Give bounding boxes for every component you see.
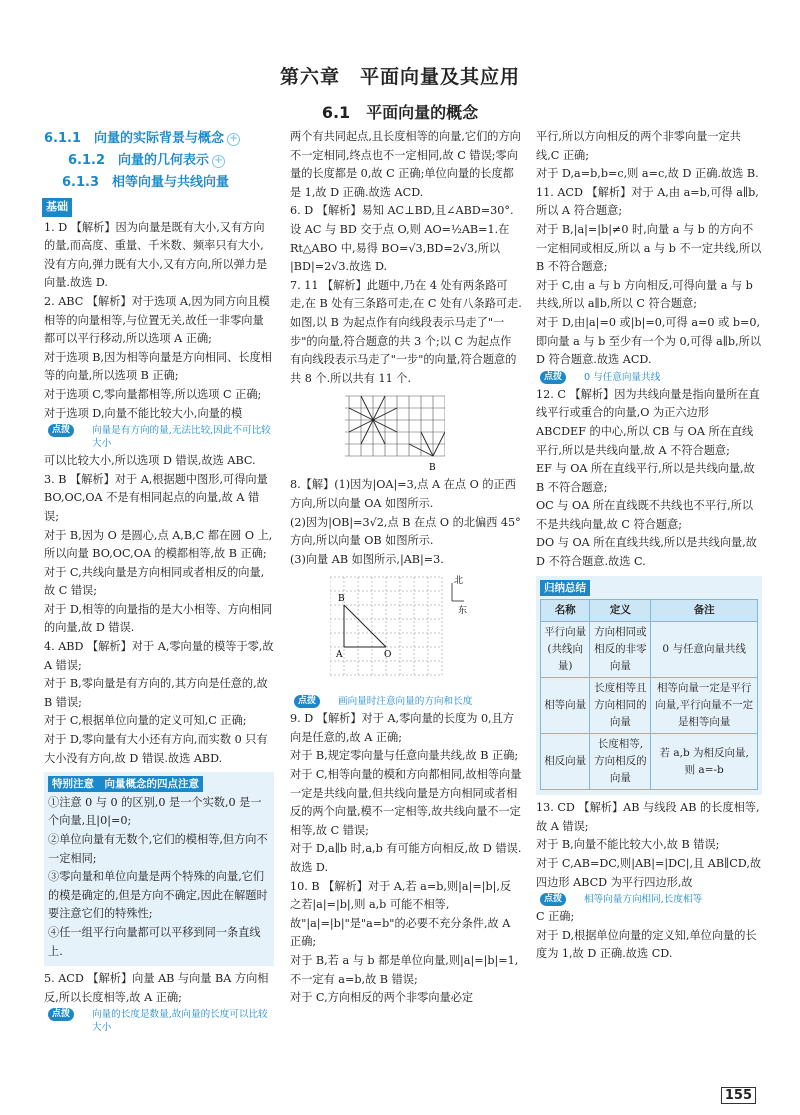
answer-4-d: 对于 D,零向量有大小还有方向,而实数 0 只有大小没有方向,故 D 错误.故选 ABD. [44, 733, 268, 765]
table-row [541, 678, 758, 734]
subsection-label: 6.1.3 相等向量与共线向量 [62, 175, 230, 190]
column-2 [290, 128, 522, 1008]
answer-3-c: 对于 C,共线向量是方向相同或者相反的向量,故 C 错误; [44, 565, 265, 598]
answer-12-d: DO 与 OA 所在直线共线,所以是共线向量,故 D 不符合题意.故选 C. [536, 536, 757, 569]
answer-13-d: C 正确; [536, 910, 575, 924]
special-item: ③零向量和单位向量是两个特殊的向量,它们的模是确定的,但是方向不确定,因此在解题时要注意它们的特殊性; [48, 870, 268, 921]
grid-figure-2 [330, 573, 470, 691]
east-label: 东 [458, 606, 468, 617]
answer-10-c: 对于 C,方向相反的两个非零向量必定 [290, 991, 474, 1005]
answer-10: 10. B 【解析】对于 A,若 a=b,则|a|=|b|,反之若|a|=|b|,则 a,b 可能不相等,故"|a|=|b|"是"a=b"的必要不充分条件,故 A 正确; [290, 879, 512, 949]
subsection-label: 6.1.2 向量的几何表示 [68, 153, 210, 168]
table-header-row [541, 600, 758, 622]
answer-2: 2. ABC 【解析】对于选项 A,因为同方向且模相等的向量相等,与位置无关,故任一非零向量都可以平行移动,所以选项 A 正确; [44, 294, 270, 346]
point-a-label: A [336, 650, 343, 661]
subsection-6-1-3 [44, 172, 274, 194]
basics-tag: 基础 [42, 198, 72, 217]
answer-9-b: 对于 B,规定零向量与任意向量共线,故 B 正确; [290, 749, 519, 763]
answer-3-d: 对于 D,相等的向量指的是大小相等、方向相同的向量,故 D 错误. [44, 602, 273, 635]
answer-2-d: 对于选项 D,向量不能比较大小,向量的模 [44, 406, 243, 420]
tip-text: 画向量时注意向量的方向和长度 [338, 696, 473, 708]
table-cell: 相反向量 [541, 734, 590, 790]
point-label: B [429, 463, 436, 474]
column-3 [536, 128, 762, 964]
table-cell: 相等向量 [541, 678, 590, 734]
page-number: 155 [721, 1087, 756, 1104]
table-cell: 0 与任意向量共线 [651, 622, 758, 678]
answer-5-cont: 两个有共同起点,且长度相等的向量,它们的方向不一定相同,终点也不一定相同,故 C 错误;零向量的长度都是 0,故 C 正确;单位向量的长度都是 1,故 D 正确.故选 ACD. [290, 130, 521, 199]
special-item: ①注意 0 与 0 的区别,0 是一个实数,0 是一个向量,且|0|=0; [48, 795, 262, 828]
special-item: ④任一组平行向量都可以平移到同一条直线上. [48, 925, 261, 958]
badge: 点拨 [48, 1008, 74, 1021]
answer-2-b: 对于选项 B,因为相等向量是方向相同、长度相等的向量,所以选项 B 正确; [44, 350, 272, 383]
answer-11: 11. ACD 【解析】对于 A,由 a=b,可得 a∥b,所以 A 符合题意; [536, 185, 759, 218]
answer-13-b: 对于 B,向量不能比较大小,故 B 错误; [536, 838, 720, 852]
answer-13: 13. CD 【解析】AB 与线段 AB 的长度相等,故 A 错误; [536, 801, 760, 833]
answer-1: 1. D 【解析】因为向量是既有大小,又有方向的量,而高度、重量、千米数、频率只有大小,没有方向,弹力既有大小,又有方向,所以弹力是向量.故选 D. [44, 220, 268, 290]
answer-4: 4. ABD 【解析】对于 A,零向量的模等于零,故 A 错误; [44, 640, 274, 672]
table-cell: 若 a,b 为相反向量,则 a=-b [651, 734, 758, 790]
answer-8-c: (3)向量 AB 如图所示,|AB|=3. [290, 552, 444, 566]
table-row [541, 622, 758, 678]
answer-12-c: OC 与 OA 所在直线既不共线也不平行,所以不是共线向量,故 C 符合题意; [536, 499, 754, 531]
tip-note-8 [290, 695, 522, 708]
subsection-6-1-2 [44, 150, 274, 172]
table-cell: 相等向量一定是平行向量,平行向量不一定是相等向量 [651, 678, 758, 734]
table-cell: 长度相等且方向相同的向量 [590, 678, 651, 734]
tip-note-13 [536, 893, 762, 906]
direction-figure [330, 573, 470, 691]
north-label: 北 [454, 576, 464, 587]
answer-12: 12. C 【解析】因为共线向量是指向量所在直线平行或重合的向量,O 为正六边形 ABCDEF 的中心,所以 CB 与 OA 所在直线平行,所以是共线向量,故 A 不符合题意; [536, 387, 760, 457]
table-cell: 方向相同或相反的非零向量 [590, 622, 651, 678]
table-cell: 平行向量(共线向量) [541, 622, 590, 678]
tip-text: 向量是有方向的量,无法比较,因此不可比较大小 [92, 425, 271, 450]
answer-5: 5. ACD 【解析】向量 AB 与向量 BA 方向相反,所以长度相等,故 A 正确; [44, 972, 269, 1004]
special-item: ②单位向量有无数个,它们的模相等,但方向不一定相同; [48, 833, 268, 865]
tip-text: 0 与任意向量共线 [584, 371, 661, 383]
tip-note-1 [44, 424, 274, 450]
plus-icon: + [212, 155, 225, 168]
badge: 点拨 [48, 424, 74, 437]
badge: 点拨 [294, 695, 320, 708]
plus-icon: + [227, 133, 240, 146]
subsection-label: 6.1.1 向量的实际背景与概念 [44, 131, 225, 146]
answer-13-c: 对于 C,AB=DC,则|AB|=|DC|,且 AB∥CD,故四边形 ABCD 为平行四边形,故 [536, 857, 762, 889]
table-header: 备注 [651, 600, 758, 622]
answer-12-b: EF 与 OA 所在直线平行,所以是共线向量,故 B 不符合题意; [536, 462, 755, 494]
answer-9-c: 对于 C,相等向量的模和方向都相同,故相等向量一定是共线向量,但共线向量是方向相同或者相反的两个向量,模不一定相等,故共线向量不一定相等,故 C 错误; [290, 768, 522, 837]
answer-8-b: (2)因为|OB|=3√2,点 B 在点 O 的北偏西 45°方向,所以向量 OB 如图所示. [290, 515, 521, 548]
tip-note-11 [536, 371, 762, 384]
point-o-label: O [384, 650, 392, 661]
point-b-label: B [338, 594, 345, 605]
summary-title: 归纳总结 [540, 580, 590, 596]
tip-text: 相等向量方向相同,长度相等 [584, 894, 703, 906]
column-1 [44, 128, 274, 1036]
answer-10-d: 平行,所以方向相反的两个非零向量一定共线,C 正确; [536, 130, 741, 162]
answer-11-c: 对于 C,由 a 与 b 方向相反,可得向量 a 与 b 共线,所以 a∥b,所以 C 符合题意; [536, 278, 753, 311]
tip-text: 向量的长度是数量,故向量的长度可以比较大小 [92, 1009, 268, 1034]
answer-9-d: 对于 D,a∥b 时,a,b 有可能方向相反,故 D 错误.故选 D. [290, 842, 522, 875]
grid-figure-1 [345, 392, 445, 474]
special-note-box [44, 772, 274, 966]
answer-10-b: 对于 B,若 a 与 b 都是单位向量,则|a|=|b|=1,不一定有 a=b,故 B 错误; [290, 954, 519, 986]
answer-11-d: 对于 D,由|a|=0 或|b|=0,可得 a=0 或 b=0,即向量 a 与 b 至少有一个为 0,可得 a∥b,所以 D 符合题意.故选 ACD. [536, 315, 762, 367]
answer-2-e: 可以比较大小,所以选项 D 错误,故选 ABC. [44, 454, 256, 468]
table-cell: 长度相等,方向相反的向量 [590, 734, 651, 790]
answer-10-e: 对于 D,a=b,b=c,则 a=c,故 D 正确.故选 B. [536, 167, 759, 181]
answer-2-c: 对于选项 C,零向量都相等,所以选项 C 正确; [44, 387, 262, 401]
table-header: 名称 [541, 600, 590, 622]
answer-3: 3. B 【解析】对于 A,根据题中图形,可得向量 BO,OC,OA 不是有相同起点的向量,故 A 错误; [44, 472, 268, 523]
section-title: 6.1 平面向量的概念 [321, 103, 479, 122]
special-note-title: 特别注意 向量概念的四点注意 [48, 776, 203, 792]
answer-13-e: 对于 D,根据单位向量的定义知,单位向量的长度为 1,故 D 正确.故选 CD. [536, 928, 757, 961]
answer-3-b: 对于 B,因为 O 是圆心,点 A,B,C 都在圆 O 上,所以向量 BO,OC,OA 的模都相等,故 B 正确; [44, 528, 273, 561]
table-row [541, 734, 758, 790]
answer-7: 7. 11 【解析】此题中,乃在 4 处有两条路可走,在 B 处有三条路可走,在 C 处有八条路可走.如图,以 B 为起点作有向线段表示马走了"一步"的向量,符合题意的共 3 个;以 C 为起点作有向线段表示马走了"一步"的向量,符合题意的共 8 个.所以共有 11 个. [290, 278, 522, 385]
summary-table [540, 599, 758, 790]
answer-8: 8.【解】(1)因为|OA|=3,点 A 在点 O 的正西方向,所以向量 OA 如图所示. [290, 478, 516, 510]
answer-9: 9. D 【解析】对于 A,零向量的长度为 0,且方向是任意的,故 A 正确; [290, 712, 514, 744]
answer-11-b: 对于 B,|a|=|b|≠0 时,向量 a 与 b 的方向不一定相同或相反,所以 a 与 b 不一定共线,所以 B 不符合题意; [536, 222, 762, 274]
badge: 点拨 [540, 371, 566, 384]
tip-note-5 [44, 1008, 274, 1034]
horse-move-figure [345, 392, 445, 474]
chapter-title: 第六章 平面向量及其应用 [279, 66, 520, 88]
summary-box [536, 576, 762, 796]
answer-4-b: 对于 B,零向量是有方向的,其方向是任意的,故 B 错误; [44, 677, 268, 709]
answer-4-c: 对于 C,根据单位向量的定义可知,C 正确; [44, 714, 247, 728]
subsection-6-1-1 [44, 128, 274, 150]
badge: 点拨 [540, 893, 566, 906]
answer-6: 6. D 【解析】易知 AC⊥BD,且∠ABD=30°.设 AC 与 BD 交于点 O,则 AO=½AB=1.在 Rt△ABO 中,易得 BO=√3,BD=2√3,所以 |BD|=2√3.故选 D. [290, 204, 514, 274]
table-header: 定义 [590, 600, 651, 622]
